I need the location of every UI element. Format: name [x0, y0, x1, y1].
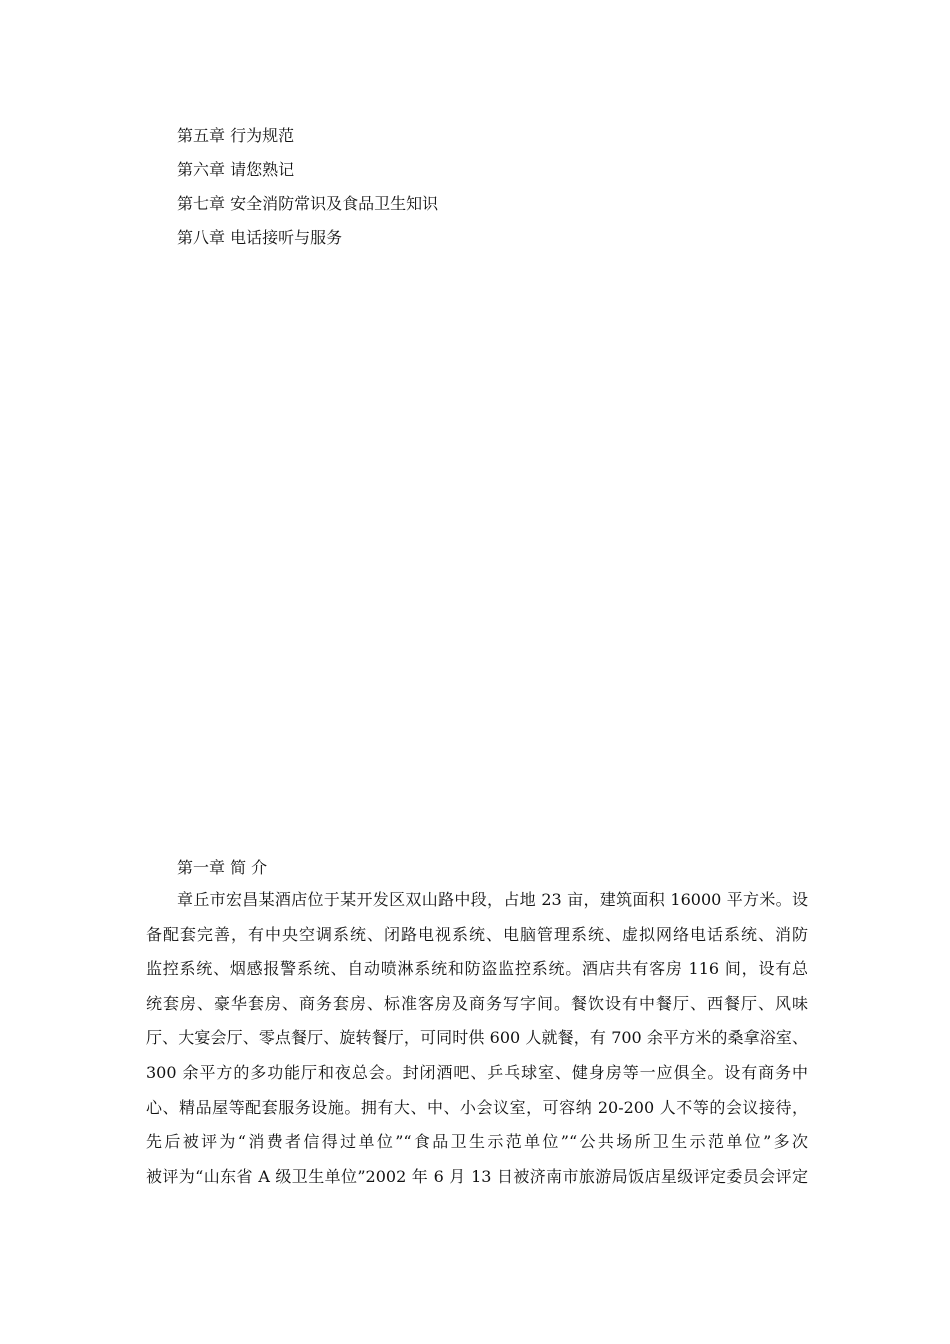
toc-item-chapter-8: 第八章 电话接听与服务	[177, 228, 343, 247]
body-line: 300 余平方的多功能厅和夜总会。封闭酒吧、乒乓球室、健身房等一应俱全。设有商务中	[146, 1062, 808, 1082]
toc-item-chapter-6: 第六章 请您熟记	[177, 160, 295, 179]
table-of-contents	[177, 124, 697, 260]
body-line: 心、精品屋等配套服务设施。拥有大、中、小会议室，可容纳 20-200 人不等的会议接待，	[146, 1097, 808, 1117]
body-line: 备配套完善，有中央空调系统、闭路电视系统、电脑管理系统、虚拟网络电话系统、消防	[146, 924, 808, 944]
body-line: 章丘市宏昌某酒店位于某开发区双山路中段，占地 23 亩，建筑面积 16000 平方米。设	[177, 890, 808, 909]
body-line: 先后被评为“消费者信得过单位”“食品卫生示范单位”“公共场所卫生示范单位”多次	[146, 1132, 808, 1152]
chapter-heading: 第一章 简 介	[177, 858, 268, 877]
chapter-body	[146, 886, 808, 1197]
body-line: 厅、大宴会厅、零点餐厅、旋转餐厅，可同时供 600 人就餐，有 700 余平方米的桑拿浴室、	[146, 1028, 808, 1048]
toc-item-chapter-5: 第五章 行为规范	[177, 126, 295, 145]
body-line: 监控系统、烟感报警系统、自动喷淋系统和防盗监控系统。酒店共有客房 116 间，设有总	[146, 959, 808, 979]
body-line: 被评为“山东省 A 级卫生单位”2002 年 6 月 13 日被济南市旅游局饭店星级评定委员会评定	[146, 1166, 808, 1186]
toc-item-chapter-7: 第七章 安全消防常识及食品卫生知识	[177, 194, 439, 213]
body-line: 统套房、豪华套房、商务套房、标准客房及商务写字间。餐饮设有中餐厅、西餐厅、风味	[146, 993, 808, 1013]
